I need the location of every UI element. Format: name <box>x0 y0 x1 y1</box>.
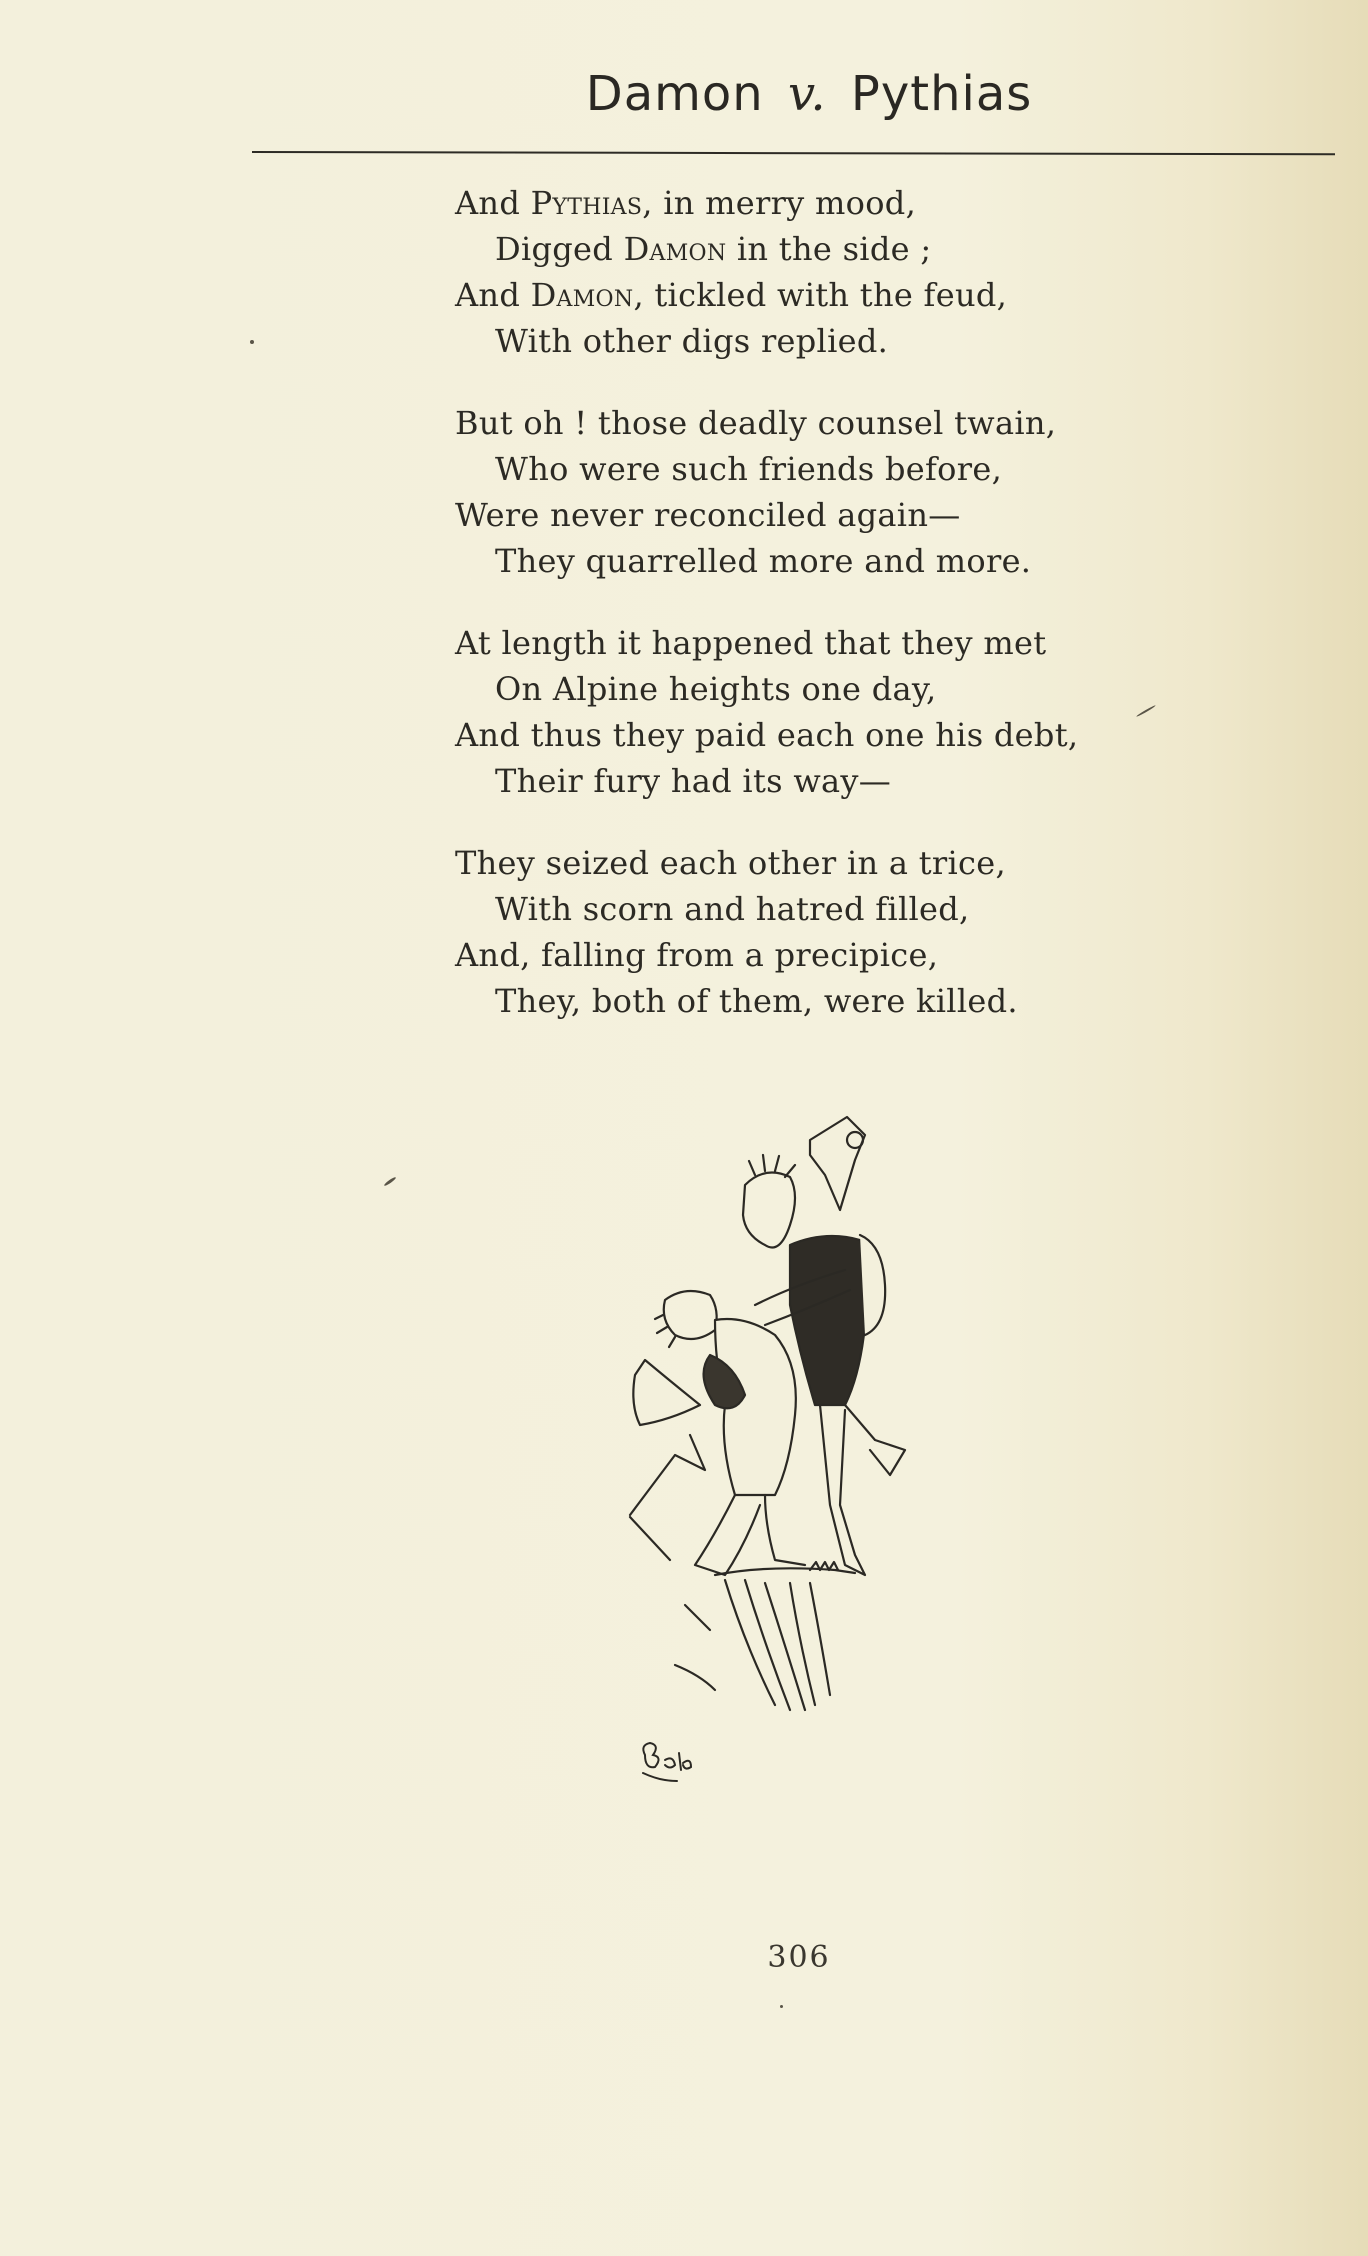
header-title-pythias: Pythias <box>850 66 1033 122</box>
line-text: , tickled with the feud, <box>633 276 1008 314</box>
line-text: And <box>455 276 531 314</box>
header-title-versus: v. <box>787 66 827 122</box>
page-header-title <box>0 66 1368 122</box>
poem <box>455 180 1215 1060</box>
poem-line: And thus they paid each one his debt, <box>455 716 1079 754</box>
poem-line: With other digs replied. <box>495 322 889 360</box>
poem-line <box>455 226 1215 272</box>
poem-line: And, falling from a precipice, <box>455 936 939 974</box>
speck <box>250 340 254 344</box>
line-text: Digged <box>495 230 624 268</box>
stanza <box>455 840 1215 1024</box>
line-text: in the side ; <box>726 230 932 268</box>
header-title-damon: Damon <box>585 66 764 122</box>
poem-line: Their fury had its way— <box>495 762 892 800</box>
stanza <box>455 620 1215 804</box>
speck <box>780 2005 783 2008</box>
line-text: , in merry mood, <box>642 184 917 222</box>
name-damon: Damon <box>530 276 634 314</box>
stanza <box>455 400 1215 584</box>
poem-line: Were never reconciled again— <box>455 496 961 534</box>
poem-line: But oh ! those deadly counsel twain, <box>455 404 1057 442</box>
poem-line: They seized each other in a trice, <box>455 844 1006 882</box>
poem-line: On Alpine heights one day, <box>495 670 937 708</box>
poem-line: They quarrelled more and more. <box>495 542 1032 580</box>
page-number: 306 <box>767 1940 831 1975</box>
poem-line: They, both of them, were killed. <box>495 982 1018 1020</box>
poem-line <box>455 180 1215 226</box>
stanza <box>455 180 1215 364</box>
line-text: And <box>455 184 531 222</box>
poem-line: Who were such friends before, <box>495 450 1003 488</box>
name-damon: Damon <box>623 230 727 268</box>
poem-line: With scorn and hatred filled, <box>495 890 970 928</box>
poem-line <box>455 272 1215 318</box>
header-rule <box>252 151 1335 155</box>
poem-line: At length it happened that they met <box>455 624 1047 662</box>
illustration-struggling-figures <box>615 1105 995 1805</box>
name-pythias: Pythias <box>530 184 643 222</box>
artist-signature <box>643 1743 691 1781</box>
speck <box>383 1176 396 1186</box>
